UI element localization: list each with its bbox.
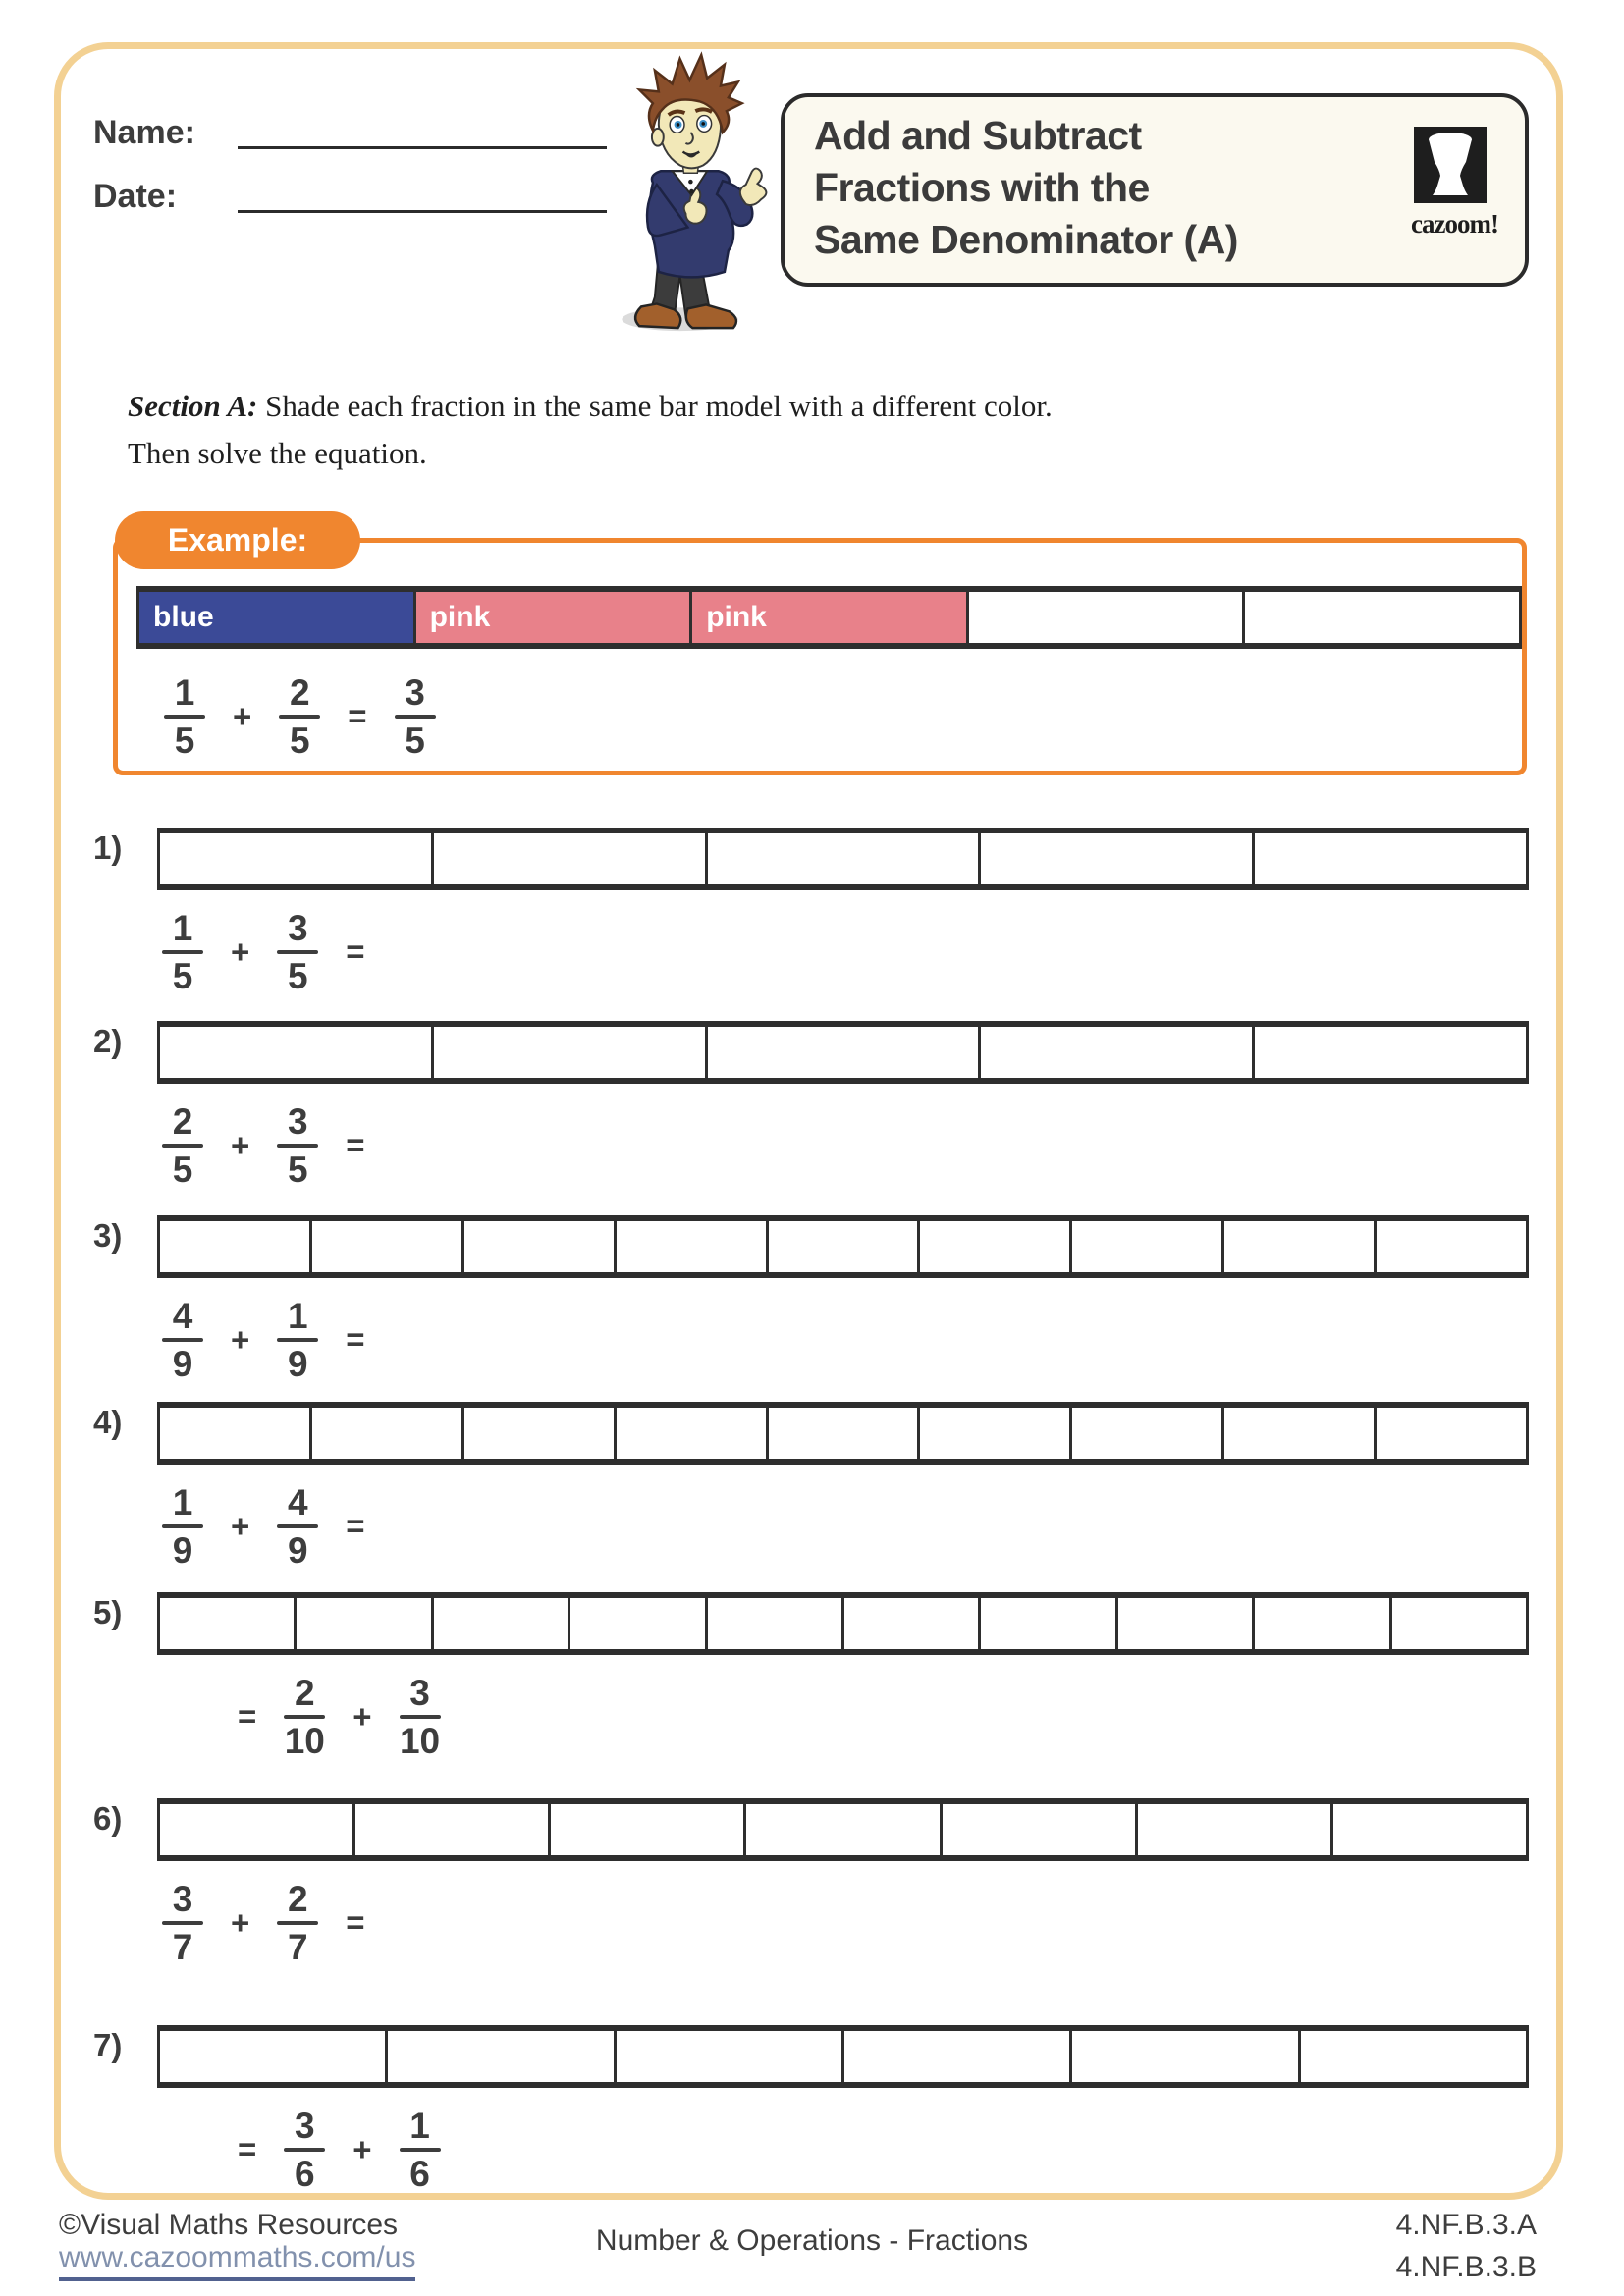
problem-5-bar-cell-7[interactable] bbox=[981, 1598, 1117, 1649]
fraction-bar bbox=[277, 1524, 318, 1528]
problem-number: 2) bbox=[93, 1023, 123, 1059]
fraction-numerator: 3 bbox=[294, 2106, 315, 2146]
problem-equation bbox=[238, 1675, 443, 1759]
fraction bbox=[275, 1298, 320, 1382]
problem-2-bar-cell-1[interactable] bbox=[160, 1027, 434, 1078]
fraction-numerator: 3 bbox=[409, 1673, 430, 1713]
fraction-numerator: 3 bbox=[287, 1101, 308, 1142]
section-instructions bbox=[128, 383, 1443, 477]
fraction-bar bbox=[395, 715, 436, 719]
fraction-numerator: 1 bbox=[287, 1296, 308, 1336]
equals-sign: = bbox=[348, 698, 367, 734]
fraction-bar bbox=[164, 715, 205, 719]
problem-5-bar-cell-10[interactable] bbox=[1392, 1598, 1526, 1649]
problem-equation bbox=[160, 1298, 365, 1382]
problem-equation bbox=[160, 910, 365, 994]
fraction-denominator: 9 bbox=[172, 1344, 193, 1384]
example-cell-label: blue bbox=[153, 601, 214, 633]
problem-6-bar-cell-4[interactable] bbox=[746, 1804, 942, 1855]
problem-1-bar-model[interactable] bbox=[157, 828, 1529, 890]
standard-code-1: 4.NF.B.3.A bbox=[1395, 2209, 1537, 2241]
equals-sign: = bbox=[346, 1127, 365, 1163]
problem-5-bar-model[interactable] bbox=[157, 1592, 1529, 1655]
footer-link[interactable]: www.cazoommaths.com/us bbox=[59, 2241, 415, 2281]
fraction bbox=[160, 1298, 205, 1382]
problem-equation bbox=[238, 2108, 443, 2192]
problem-7-bar-cell-4[interactable] bbox=[844, 2031, 1072, 2082]
problem-2-bar-cell-2[interactable] bbox=[434, 1027, 708, 1078]
fraction-bar bbox=[400, 1715, 441, 1719]
cazoom-logo bbox=[1411, 127, 1498, 240]
plus-sign: + bbox=[231, 1321, 250, 1358]
problem-5-bar-cell-8[interactable] bbox=[1118, 1598, 1255, 1649]
problem-3-bar-cell-5[interactable] bbox=[769, 1221, 921, 1272]
problem-4-bar-model[interactable] bbox=[157, 1402, 1529, 1465]
problem-4-bar-cell-3[interactable] bbox=[464, 1408, 617, 1459]
problem-1-bar-cell-4[interactable] bbox=[981, 833, 1255, 884]
problem-4-bar-cell-9[interactable] bbox=[1377, 1408, 1526, 1459]
fraction bbox=[282, 1675, 327, 1759]
problem-2-bar-model[interactable] bbox=[157, 1021, 1529, 1084]
example-cell-label: pink bbox=[429, 601, 491, 633]
problem-7-bar-model[interactable] bbox=[157, 2025, 1529, 2088]
problem-3-bar-cell-8[interactable] bbox=[1224, 1221, 1377, 1272]
equals-sign: = bbox=[346, 1321, 365, 1358]
plus-sign: + bbox=[233, 698, 252, 734]
title-box bbox=[781, 93, 1529, 287]
problem-7 bbox=[0, 2025, 1624, 2212]
fraction-bar bbox=[162, 1921, 203, 1925]
fraction-denominator: 5 bbox=[174, 721, 195, 761]
example-bar-cell-4-empty[interactable] bbox=[969, 592, 1246, 643]
fraction-bar bbox=[284, 2148, 325, 2152]
fraction-bar bbox=[162, 1144, 203, 1148]
problem-equation bbox=[160, 1881, 365, 1965]
fraction-numerator: 2 bbox=[172, 1101, 193, 1142]
fraction-denominator: 9 bbox=[172, 1530, 193, 1571]
fraction bbox=[160, 1103, 205, 1188]
fraction-numerator: 1 bbox=[409, 2106, 430, 2146]
fraction bbox=[398, 2108, 443, 2192]
fraction-denominator: 7 bbox=[172, 1927, 193, 1967]
problem-number: 3) bbox=[93, 1217, 123, 1254]
fraction bbox=[160, 910, 205, 994]
problem-number: 1) bbox=[93, 829, 123, 866]
problem-number: 7) bbox=[93, 2027, 123, 2063]
footer-copyright: ©Visual Maths Resources bbox=[59, 2209, 399, 2241]
fraction-bar bbox=[284, 1715, 325, 1719]
fraction-numerator: 4 bbox=[287, 1482, 308, 1522]
problem-7-bar-cell-5[interactable] bbox=[1072, 2031, 1300, 2082]
plus-sign: + bbox=[352, 2131, 372, 2167]
plus-sign: + bbox=[231, 1127, 250, 1163]
problem-1-bar-cell-5[interactable] bbox=[1255, 833, 1526, 884]
mascot-boy-illustration bbox=[587, 47, 779, 343]
section-label: Section A: bbox=[128, 389, 258, 423]
problem-4-bar-cell-6[interactable] bbox=[920, 1408, 1072, 1459]
problem-7-bar-cell-1[interactable] bbox=[160, 2031, 388, 2082]
problem-3-bar-cell-7[interactable] bbox=[1072, 1221, 1224, 1272]
fraction-bar bbox=[277, 1338, 318, 1342]
drum-logo-icon bbox=[1414, 127, 1487, 203]
problem-3 bbox=[0, 1215, 1624, 1402]
fraction-numerator: 2 bbox=[287, 1879, 308, 1919]
problem-5-bar-cell-6[interactable] bbox=[844, 1598, 981, 1649]
fraction-denominator: 5 bbox=[287, 1149, 308, 1190]
fraction-bar bbox=[277, 950, 318, 954]
fraction-numerator: 1 bbox=[172, 1482, 193, 1522]
fraction-numerator: 1 bbox=[174, 672, 195, 713]
fraction-denominator: 6 bbox=[409, 2154, 430, 2194]
problem-5-bar-cell-2[interactable] bbox=[297, 1598, 433, 1649]
equals-sign: = bbox=[346, 934, 365, 970]
plus-sign: + bbox=[231, 1508, 250, 1544]
instructions-line-1 bbox=[128, 383, 1443, 430]
name-label: Name: bbox=[93, 114, 195, 151]
problem-5-bar-cell-4[interactable] bbox=[570, 1598, 707, 1649]
title-line-2: Fractions with the bbox=[814, 165, 1150, 210]
problem-3-bar-cell-1[interactable] bbox=[160, 1221, 312, 1272]
problem-5-bar-cell-9[interactable] bbox=[1255, 1598, 1391, 1649]
fraction bbox=[398, 1675, 443, 1759]
problem-1-bar-cell-1[interactable] bbox=[160, 833, 434, 884]
fraction-numerator: 4 bbox=[172, 1296, 193, 1336]
equals-sign: = bbox=[346, 1904, 365, 1941]
cartoon-boy-icon bbox=[587, 47, 779, 338]
problem-1-bar-cell-3[interactable] bbox=[708, 833, 982, 884]
standard-code-2: 4.NF.B.3.B bbox=[1395, 2251, 1537, 2283]
example-equation bbox=[162, 674, 438, 759]
example-box bbox=[113, 522, 1527, 775]
equals-sign: = bbox=[238, 1698, 257, 1735]
cazoom-logo-text: cazoom! bbox=[1411, 209, 1498, 239]
instructions-line-2: Then solve the equation. bbox=[128, 436, 427, 470]
example-bar-cell-3-pink[interactable] bbox=[692, 592, 969, 643]
problem-2 bbox=[0, 1021, 1624, 1207]
fraction-bar bbox=[162, 1338, 203, 1342]
example-bar-model[interactable] bbox=[136, 586, 1522, 649]
example-tab: Example: bbox=[115, 511, 360, 569]
fraction-denominator: 5 bbox=[405, 721, 425, 761]
problem-4-bar-cell-7[interactable] bbox=[1072, 1408, 1224, 1459]
fraction-denominator: 5 bbox=[172, 1149, 193, 1190]
problem-6-bar-model[interactable] bbox=[157, 1798, 1529, 1861]
problem-5-bar-cell-3[interactable] bbox=[434, 1598, 570, 1649]
problem-5-bar-cell-5[interactable] bbox=[708, 1598, 844, 1649]
fraction-numerator: 2 bbox=[289, 672, 310, 713]
problem-5 bbox=[0, 1592, 1624, 1779]
fraction bbox=[275, 910, 320, 994]
example-bar-cell-2-pink[interactable] bbox=[416, 592, 693, 643]
fraction bbox=[275, 1484, 320, 1569]
problem-equation bbox=[160, 1484, 365, 1569]
problem-3-bar-cell-9[interactable] bbox=[1377, 1221, 1526, 1272]
footer-standards bbox=[1396, 2204, 1537, 2288]
fraction-numerator: 3 bbox=[287, 908, 308, 948]
fraction bbox=[275, 1881, 320, 1965]
plus-sign: + bbox=[352, 1698, 372, 1735]
problem-3-bar-cell-2[interactable] bbox=[312, 1221, 464, 1272]
fraction-bar bbox=[400, 2148, 441, 2152]
fraction bbox=[282, 2108, 327, 2192]
fraction bbox=[393, 674, 438, 759]
equals-sign: = bbox=[346, 1508, 365, 1544]
fraction-denominator: 5 bbox=[172, 956, 193, 996]
problem-6-bar-cell-2[interactable] bbox=[355, 1804, 551, 1855]
fraction bbox=[160, 1881, 205, 1965]
example-bar-cell-1-blue[interactable] bbox=[139, 592, 416, 643]
problem-2-bar-cell-4[interactable] bbox=[981, 1027, 1255, 1078]
fraction-bar bbox=[162, 1524, 203, 1528]
footer-strand-label: Number & Operations - Fractions bbox=[595, 2224, 1029, 2257]
equals-sign: = bbox=[238, 2131, 257, 2167]
fraction-denominator: 5 bbox=[289, 721, 310, 761]
fraction-bar bbox=[279, 715, 320, 719]
problem-7-bar-cell-2[interactable] bbox=[388, 2031, 616, 2082]
fraction-denominator: 6 bbox=[294, 2154, 315, 2194]
fraction-denominator: 9 bbox=[287, 1530, 308, 1571]
title-line-3: Same Denominator (A) bbox=[814, 217, 1238, 262]
fraction bbox=[160, 1484, 205, 1569]
problem-equation bbox=[160, 1103, 365, 1188]
fraction-denominator: 10 bbox=[284, 1721, 325, 1761]
problem-7-bar-cell-6[interactable] bbox=[1301, 2031, 1526, 2082]
problem-4 bbox=[0, 1402, 1624, 1588]
problem-6 bbox=[0, 1798, 1624, 1985]
problem-4-bar-cell-8[interactable] bbox=[1224, 1408, 1377, 1459]
fraction-denominator: 7 bbox=[287, 1927, 308, 1967]
problem-3-bar-model[interactable] bbox=[157, 1215, 1529, 1278]
fraction bbox=[162, 674, 207, 759]
worksheet-title bbox=[814, 110, 1238, 266]
problem-number: 5) bbox=[93, 1594, 123, 1630]
problem-6-bar-cell-1[interactable] bbox=[160, 1804, 355, 1855]
example-cell-label: pink bbox=[706, 601, 767, 633]
fraction-denominator: 5 bbox=[287, 956, 308, 996]
problem-7-bar-cell-3[interactable] bbox=[617, 2031, 844, 2082]
example-bar-cell-5-empty[interactable] bbox=[1245, 592, 1519, 643]
fraction bbox=[277, 674, 322, 759]
instructions-text: Shade each fraction in the same bar model with a different color. bbox=[265, 389, 1053, 423]
problem-4-bar-cell-1[interactable] bbox=[160, 1408, 312, 1459]
problem-4-bar-cell-4[interactable] bbox=[617, 1408, 769, 1459]
fraction-bar bbox=[277, 1921, 318, 1925]
title-line-1: Add and Subtract bbox=[814, 113, 1142, 158]
problem-1-bar-cell-2[interactable] bbox=[434, 833, 708, 884]
fraction-denominator: 10 bbox=[399, 1721, 441, 1761]
fraction-numerator: 2 bbox=[294, 1673, 315, 1713]
problem-3-bar-cell-3[interactable] bbox=[464, 1221, 617, 1272]
fraction-numerator: 3 bbox=[405, 672, 425, 713]
problem-6-bar-cell-6[interactable] bbox=[1138, 1804, 1333, 1855]
problem-4-bar-cell-2[interactable] bbox=[312, 1408, 464, 1459]
fraction-denominator: 9 bbox=[287, 1344, 308, 1384]
plus-sign: + bbox=[231, 1904, 250, 1941]
name-input-line[interactable] bbox=[238, 120, 607, 149]
plus-sign: + bbox=[231, 934, 250, 970]
problem-2-bar-cell-5[interactable] bbox=[1255, 1027, 1526, 1078]
fraction-bar bbox=[277, 1144, 318, 1148]
fraction-bar bbox=[162, 950, 203, 954]
problem-2-bar-cell-3[interactable] bbox=[708, 1027, 982, 1078]
fraction-numerator: 1 bbox=[172, 908, 193, 948]
problem-6-bar-cell-7[interactable] bbox=[1333, 1804, 1526, 1855]
problem-3-bar-cell-6[interactable] bbox=[920, 1221, 1072, 1272]
problem-number: 6) bbox=[93, 1800, 123, 1837]
fraction-numerator: 3 bbox=[172, 1879, 193, 1919]
problem-1 bbox=[0, 828, 1624, 1014]
problem-number: 4) bbox=[93, 1404, 123, 1440]
problem-6-bar-cell-5[interactable] bbox=[943, 1804, 1138, 1855]
fraction bbox=[275, 1103, 320, 1188]
problem-5-bar-cell-1[interactable] bbox=[160, 1598, 297, 1649]
problem-4-bar-cell-5[interactable] bbox=[769, 1408, 921, 1459]
problem-6-bar-cell-3[interactable] bbox=[551, 1804, 746, 1855]
date-label: Date: bbox=[93, 178, 178, 215]
problem-3-bar-cell-4[interactable] bbox=[617, 1221, 769, 1272]
date-input-line[interactable] bbox=[238, 184, 607, 213]
